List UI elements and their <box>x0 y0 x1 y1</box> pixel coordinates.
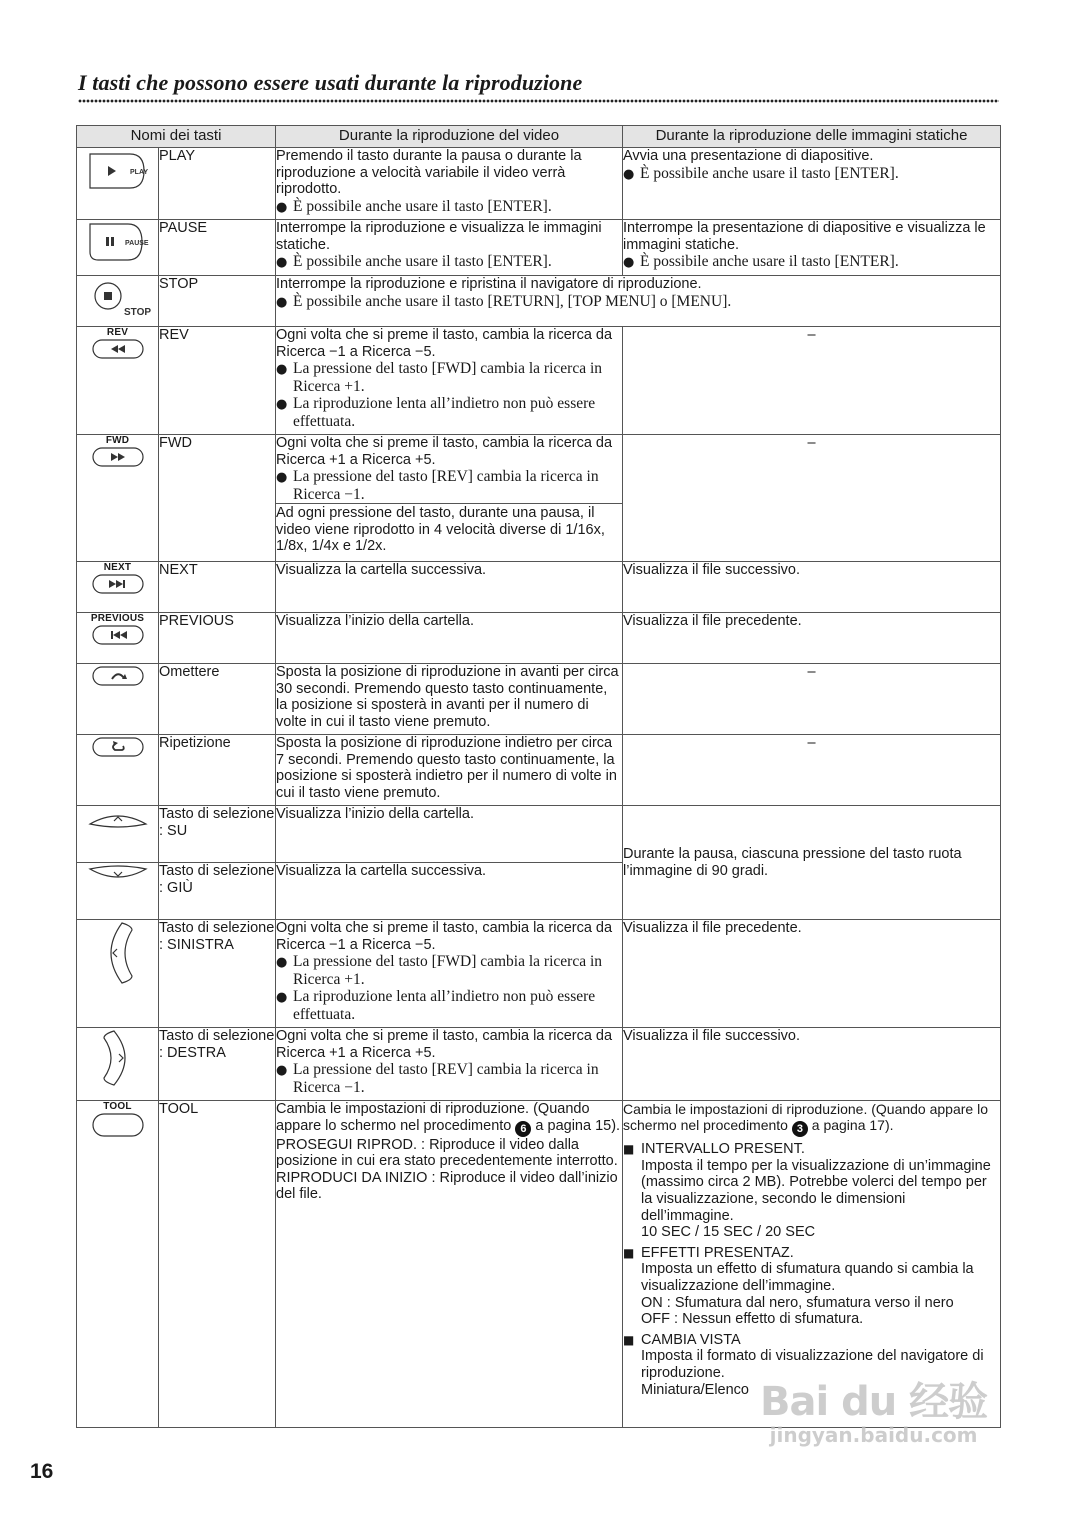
pause-key-label: PAUSE <box>124 240 149 247</box>
right-video-text: Ogni volta che si preme il tasto, cambia la ricerca da Ricerca +1 a Ricerca +5. <box>276 1028 613 1061</box>
rev-video-text: Ogni volta che si preme il tasto, cambia la ricerca da Ricerca −1 a Ricerca −5. <box>276 327 613 360</box>
right-key-cell <box>77 1028 159 1101</box>
pause-video-cell <box>276 220 623 276</box>
previous-still: Visualizza il file precedente. <box>623 613 1001 664</box>
right-bullet-1: ● La pressione del tasto [REV] cambia la ricerca in Ricerca −1. <box>276 1061 622 1096</box>
next-button-icon <box>91 573 145 595</box>
replay-icon <box>91 735 145 759</box>
up-key-cell <box>77 806 159 863</box>
repeat-video: Sposta la posizione di riproduzione indietro per circa 7 secondi. Premendo questo tasto continuamente, la posizione si sposterà indietro per il numero di volte in cui il tasto viene premuto. <box>276 735 623 806</box>
tool-key-label: TOOL <box>103 1101 132 1112</box>
watermark <box>760 1370 987 1447</box>
fwd-key-cell <box>77 435 159 562</box>
table-row <box>77 920 1001 1028</box>
tool-key-cell <box>77 1101 159 1428</box>
play-video-cell <box>276 148 623 220</box>
tool-video-intro: Cambia le impostazioni di riproduzione. (Quando appare lo schermo nel procedimento <box>276 1101 590 1134</box>
title-divider <box>78 99 999 103</box>
down-video: Visualizza la cartella successiva. <box>276 863 623 920</box>
play-button-icon <box>82 148 154 194</box>
tool-video-line-1 <box>276 1101 622 1137</box>
skip-video: Sposta la posizione di riproduzione in avanti per circa 30 secondi. Premendo questo tasto continuamente, la posizione si sposterà in avanti per il numero di volte in cui il tasto viene premuto. <box>276 664 623 735</box>
table-row <box>77 562 1001 613</box>
down-name: Tasto di selezione : GIÙ <box>159 863 276 920</box>
tool-video-resume: PROSEGUI RIPROD. : Riproduce il video dalla posizione in cui era stato precedentemente interrotto. <box>276 1136 618 1170</box>
stop-bullet: ● È possibile anche usare il tasto [RETURN], [TOP MENU] o [MENU]. <box>276 293 1000 311</box>
rev-key-cell <box>77 327 159 435</box>
left-video-cell <box>276 920 623 1028</box>
table-row <box>77 613 1001 664</box>
rev-bullet-2: ● La riproduzione lenta all’indietro non può essere effettuata. <box>276 395 622 430</box>
play-still-text: Avvia una presentazione di diapositive. <box>623 148 874 164</box>
fwd-still-dash: – <box>623 435 1001 562</box>
play-video-text: Premendo il tasto durante la pausa o durante la riproduzione a velocità variabile il video verrà riprodotto. <box>276 148 582 198</box>
rev-key-label: REV <box>106 327 129 338</box>
next-still: Visualizza il file successivo. <box>623 562 1001 613</box>
updown-still: Durante la pausa, ciascuna pressione del tasto ruota l’immagine di 90 gradi. <box>623 806 1001 920</box>
right-still: Visualizza il file successivo. <box>623 1028 1001 1101</box>
up-video: Visualizza l’inizio della cartella. <box>276 806 623 863</box>
up-arrow-icon <box>87 806 149 830</box>
tool-name: TOOL <box>159 1101 276 1428</box>
table-row <box>77 327 1001 435</box>
play-key-cell <box>77 148 159 220</box>
repeat-name: Ripetizione <box>159 735 276 806</box>
play-name: PLAY <box>159 148 276 220</box>
left-name: Tasto di selezione : SINISTRA <box>159 920 276 1028</box>
pause-button-icon <box>82 220 154 264</box>
left-bullet-1: ● La pressione del tasto [FWD] cambia la ricerca in Ricerca +1. <box>276 953 622 988</box>
tool-video-start: RIPRODUCI DA INIZIO : Riproduce il video dall’inizio del file. <box>276 1169 618 1203</box>
table-row <box>77 664 1001 735</box>
right-arrow-icon <box>98 1028 138 1088</box>
rev-button-icon <box>91 338 145 360</box>
rev-bullet-1: ● La pressione del tasto [FWD] cambia la ricerca in Ricerca +1. <box>276 360 622 395</box>
page-title: I tasti che possono essere usati durante la riproduzione <box>78 70 583 95</box>
play-still-cell <box>623 148 1001 220</box>
step-number-badge: 6 <box>515 1121 531 1137</box>
stop-name: STOP <box>159 276 276 327</box>
skip-forward-icon <box>91 664 145 688</box>
next-key-label: NEXT <box>103 562 132 573</box>
option-effects-on: ON : Sfumatura dal nero, sfumatura verso il nero <box>641 1294 954 1311</box>
pause-still-bullet: ● È possibile anche usare il tasto [ENTER]. <box>623 253 1000 271</box>
left-video-text: Ogni volta che si preme il tasto, cambia la ricerca da Ricerca −1 a Ricerca −5. <box>276 920 613 953</box>
previous-name: PREVIOUS <box>159 613 276 664</box>
table-row <box>77 435 1001 562</box>
down-arrow-icon <box>87 863 149 887</box>
fwd-button-icon <box>91 446 145 468</box>
left-key-cell <box>77 920 159 1028</box>
pause-name: PAUSE <box>159 220 276 276</box>
stop-text-cell <box>276 276 1001 327</box>
header-key-names: Nomi dei tasti <box>77 126 276 148</box>
left-arrow-icon <box>98 920 138 986</box>
stop-text: Interrompe la riproduzione e ripristina il navigatore di riproduzione. <box>276 276 702 292</box>
play-key-label: PLAY <box>129 169 148 176</box>
skip-name: Omettere <box>159 664 276 735</box>
option-view-title: ■ CAMBIA VISTA <box>623 1332 1000 1349</box>
fwd-video-text: Ogni volta che si preme il tasto, cambia la ricerca da Ricerca +1 a Ricerca +5. <box>276 435 613 468</box>
skip-key-cell <box>77 664 159 735</box>
repeat-key-cell <box>77 735 159 806</box>
pause-still-cell <box>623 220 1001 276</box>
down-key-cell <box>77 863 159 920</box>
tool-still-intro-line <box>623 1101 1000 1137</box>
option-effects-desc: Imposta un effetto di sfumatura quando si cambia la visualizzazione dell’immagine. <box>641 1261 974 1295</box>
option-effects-title: ■ EFFETTI PRESENTAZ. <box>623 1245 1000 1262</box>
previous-key-label: PREVIOUS <box>90 613 145 624</box>
stop-key-label: STOP <box>123 307 151 318</box>
table-row <box>77 735 1001 806</box>
left-still: Visualizza il file precedente. <box>623 920 1001 1028</box>
option-view-desc: Imposta il formato di visualizzazione del navigatore di riproduzione. <box>641 1348 984 1382</box>
pause-still-text: Interrompe la presentazione di diapositive e visualizza le immagini statiche. <box>623 220 986 253</box>
watermark-url: jingyan.baidu.com <box>769 1423 978 1447</box>
pause-key-cell <box>77 220 159 276</box>
previous-button-icon <box>91 624 145 646</box>
play-still-bullet: ● È possibile anche usare il tasto [ENTER]. <box>623 165 1000 183</box>
left-bullet-2: ● La riproduzione lenta all’indietro non può essere effettuata. <box>276 988 622 1023</box>
fwd-video-text-2: Ad ogni pressione del tasto, durante una pausa, il video viene riprodotto in 4 velocità diverse di 1/16x, 1/8x, 1/4x e 1/2x. <box>276 503 623 555</box>
watermark-logo: Bai du 经验 <box>760 1379 988 1425</box>
table-row <box>77 220 1001 276</box>
tool-video-cell <box>276 1101 623 1428</box>
table-row <box>77 148 1001 220</box>
play-video-bullet: ● È possibile anche usare il tasto [ENTER]. <box>276 198 622 216</box>
option-interval-values: 10 SEC / 15 SEC / 20 SEC <box>641 1224 816 1241</box>
table-header-row <box>77 126 1001 148</box>
right-name: Tasto di selezione : DESTRA <box>159 1028 276 1101</box>
rev-name: REV <box>159 327 276 435</box>
header-still: Durante la riproduzione delle immagini statiche <box>623 126 1001 148</box>
stop-key-cell <box>77 276 159 327</box>
pause-video-bullet: ● È possibile anche usare il tasto [ENTER]. <box>276 253 622 271</box>
fwd-bullet-1: ● La pressione del tasto [REV] cambia la ricerca in Ricerca −1. <box>276 468 622 503</box>
rev-still-dash: – <box>623 327 1001 435</box>
keys-table <box>76 125 1001 1428</box>
table-row <box>77 276 1001 327</box>
fwd-key-label: FWD <box>105 435 130 446</box>
header-video: Durante la riproduzione del video <box>276 126 623 148</box>
next-name: NEXT <box>159 562 276 613</box>
skip-still-dash: – <box>623 664 1001 735</box>
next-video: Visualizza la cartella successiva. <box>276 562 623 613</box>
previous-video: Visualizza l’inizio della cartella. <box>276 613 623 664</box>
stop-button-icon <box>82 276 154 320</box>
option-interval-title: ■ INTERVALLO PRESENT. <box>623 1141 1000 1158</box>
page-number: 16 <box>30 1460 54 1483</box>
pause-video-text: Interrompe la riproduzione e visualizza le immagini statiche. <box>276 220 602 253</box>
tool-still-intro-end: a pagina 17). <box>811 1117 894 1134</box>
option-interval-desc: Imposta il tempo per la visualizzazione di un’immagine (massimo circa 2 MB). Potrebbe volerci del tempo per la visualizzazione, secondo le dimensioni dell’immagine. <box>641 1157 991 1224</box>
tool-still-intro: Cambia le impostazioni di riproduzione. (Quando appare lo schermo nel procedimento <box>623 1101 988 1134</box>
rev-video-cell <box>276 327 623 435</box>
option-effects-off: OFF : Nessun effetto di sfumatura. <box>641 1311 864 1328</box>
table-row <box>77 806 1001 863</box>
option-view-values: Miniatura/Elenco <box>641 1381 749 1398</box>
tool-video-intro-end: a pagina 15). <box>535 1117 621 1134</box>
tool-button-icon <box>91 1112 145 1138</box>
repeat-still-dash: – <box>623 735 1001 806</box>
step-number-badge: 3 <box>792 1121 808 1137</box>
right-video-cell <box>276 1028 623 1101</box>
table-row <box>77 1028 1001 1101</box>
fwd-video-cell <box>276 435 623 562</box>
next-key-cell <box>77 562 159 613</box>
fwd-name: FWD <box>159 435 276 562</box>
previous-key-cell <box>77 613 159 664</box>
up-name: Tasto di selezione : SU <box>159 806 276 863</box>
